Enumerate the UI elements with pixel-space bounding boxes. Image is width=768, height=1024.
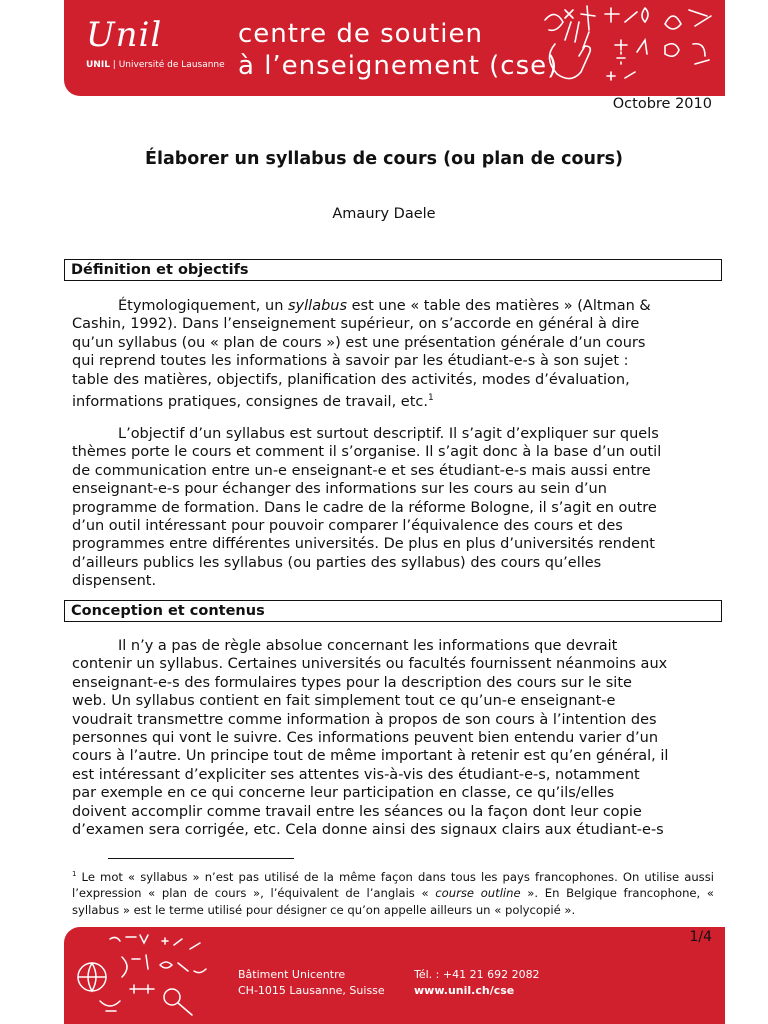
footer-phone: Tél. : +41 21 692 2082 bbox=[414, 968, 540, 981]
page-number: 1/4 bbox=[689, 929, 712, 945]
page-title: Élaborer un syllabus de cours (ou plan de cours) bbox=[145, 149, 623, 169]
footnote: $^1$ Le mot « syllabus » n’est pas utilisé de la même façon dans tous les pays francophones. On utilise aussi l’expression « plan de cours », l’équivalent de l’anglais « course outline ». En Belgique francophone, « syllabus » est le terme utilisé pour désigner ce qu’on appelle ailleurs un « polycopié ». bbox=[72, 869, 715, 917]
footer-contact bbox=[414, 967, 540, 999]
logo-wordmark: Unil bbox=[86, 15, 163, 55]
author: Amaury Daele bbox=[332, 206, 436, 222]
header-banner bbox=[64, 0, 725, 96]
paragraph-objective: L’objectif d’un syllabus est surtout descriptif. Il s’agit d’expliquer sur quels thèmes porte le cours et comment il s’organise. Il s’agit donc à la base d’un outil de communication entre un-e enseignant-e et ses étudiant-e-s mais aussi entre enseignant-e-s pour échanger des informations sur les cours au sein d’un programme de formation. Dans le cadre de la réforme Bologne, il s’agit en outre d’un outil intéressant pour pouvoir comparer l’équivalence des cours et des programmes entre différentes universités. De plus en plus d’universités rendent d’ailleurs publics les syllabus (ou parties des syllabus) des cours qu’elles dispensent. bbox=[72, 426, 662, 590]
unil-logo[interactable] bbox=[86, 15, 225, 70]
footnote-reference[interactable]: 1 bbox=[428, 393, 434, 404]
logo-subtitle: UNIL | Université de Lausanne bbox=[86, 60, 225, 70]
footer-banner bbox=[64, 927, 725, 1024]
footnote-divider bbox=[108, 858, 294, 859]
paragraph-etymology: Étymologiquement, un syllabus est une « table des matières » (Altman & Cashin, 1992). Dans l’enseignement supérieur, on s’accorde en général à dire qu’un syllabus (ou « plan de cours ») est une présentation générale d’un cours qui reprend toutes les informations à savoir par les étudiant-e-s à son sujet : table des matières, objectifs, planification des activités, modes d’évaluation, informations pratiques, consignes de travail, etc.$^1$ bbox=[72, 298, 651, 410]
document-date: Octobre 2010 bbox=[612, 96, 712, 112]
footer-website-link[interactable]: www.unil.ch/cse bbox=[414, 984, 515, 997]
section-heading-definition: Définition et objectifs bbox=[64, 259, 722, 281]
science-hand-drawing-icon bbox=[70, 931, 220, 1021]
section-heading-conception: Conception et contenus bbox=[64, 600, 722, 622]
footer-address: Bâtiment Unicentre CH-1015 Lausanne, Suisse bbox=[238, 968, 385, 997]
paragraph-conception: Il n’y a pas de règle absolue concernant les informations que devrait contenir un syllabus. Certaines universités ou facultés fournissent néanmoins aux enseignant-e-s des formulaires types pour la description des cours sur le site web. Un syllabus contient en fait simplement tout ce qu’un-e enseignant-e voudrait transmettre comme information à propos de son cours à l’intention des personnes qui vont le suivre. Ces informations peuvent bien entendu varier d’un cours à l’autre. Un principe tout de même important à retenir est qu’en général, il est intéressant d’expliciter ses attentes vis-à-vis des étudiant-e-s, notamment par exemple en ce qui concerne leur participation en classe, ce qu’ils/elles doivent accomplir comme travail entre les séances ou la façon dont leur copie d’examen sera corrigée, etc. Cela donne ainsi des signaux clairs aux étudiant-e-s bbox=[72, 638, 669, 839]
header-title: centre de soutien à l’enseignement (cse) bbox=[238, 19, 559, 81]
math-hand-drawing-icon bbox=[525, 0, 725, 96]
